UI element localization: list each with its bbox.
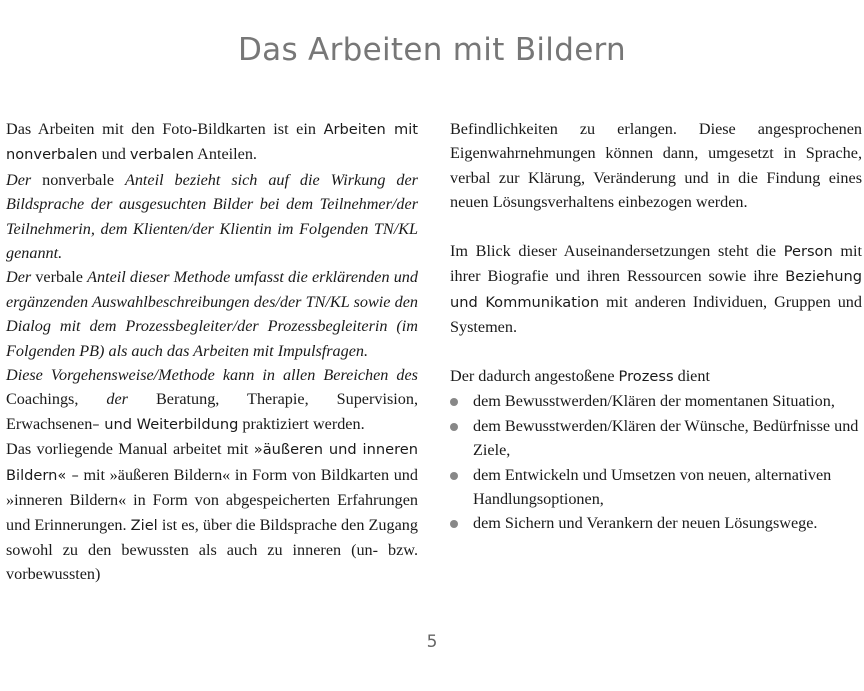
- text-run: Der: [6, 268, 32, 287]
- emphasis-term: »äußeren und inneren Bildern« –: [6, 441, 418, 484]
- bullet-icon: [450, 472, 458, 480]
- text-run: Coachings,: [6, 390, 107, 409]
- text-run: Das vorliegende Manual arbeitet mit: [6, 440, 254, 459]
- list-item: [450, 463, 862, 512]
- list-item: [450, 511, 862, 535]
- text-run: mit ihrer Biografie und ihren Ressourcen sowie ihre: [450, 242, 862, 286]
- emphasis-term: Ziel: [130, 516, 158, 534]
- text-run: mit »äußeren Bildern« in Form von Bildkarten und »inneren Bildern« in Form von abgespeicherten Erfahrungen und Erinnerungen.: [6, 465, 418, 534]
- emphasis-term: Person: [783, 243, 833, 261]
- list-item-text: dem Entwickeln und Umsetzen von neuen, alternativen Handlungsoptionen,: [473, 465, 832, 509]
- text-run: Anteil bezieht sich auf die Wirkung der Bildsprache der ausgesuchten Bilder bei dem Teilnehmer/der Teilnehmerin, dem Klienten/der Klientin im Folgenden TN/KL genannt.: [6, 170, 418, 263]
- text-run: Im Blick dieser Auseinandersetzungen steht die: [450, 242, 784, 261]
- list-item-text: dem Bewusstwerden/Klären der Wünsche, Bedürfnisse und Ziele,: [473, 416, 859, 460]
- text-run: Beratung, Therapie, Supervision, Erwachsenen: [6, 390, 418, 433]
- bullet-icon: [450, 423, 458, 431]
- paragraph-verbal: [6, 265, 418, 363]
- page-title: Das Arbeiten mit Bildern: [237, 32, 627, 68]
- paragraph-process: [450, 364, 862, 389]
- left-column: [6, 117, 418, 587]
- text-run: dient: [673, 367, 710, 386]
- bullet-icon: [450, 398, 458, 406]
- text-run: verbale: [31, 268, 88, 287]
- list-item: [450, 389, 862, 413]
- text-run: Der: [6, 170, 32, 189]
- text-run: Anteil dieser Methode umfasst die erklärenden und ergänzenden Auswahlbeschreibungen des/der TN/KL sowie den Dialog mit dem Prozessbegleiter/der Prozessbegleiterin (im Folgenden PB) als auch das Arbeiten mit Impulsfragen.: [6, 268, 418, 360]
- page-number: 5: [426, 632, 438, 652]
- emphasis-term: Beziehung und Kommunikation: [450, 268, 862, 311]
- emphasis-term: Prozess: [618, 368, 674, 386]
- paragraph-person: [450, 239, 862, 340]
- list-item: [450, 414, 862, 463]
- text-run: nonverbale: [31, 170, 125, 189]
- paragraph-method: [6, 363, 418, 437]
- paragraph-spacer: [450, 215, 862, 239]
- text-run: und: [97, 145, 130, 164]
- bullet-icon: [450, 520, 458, 528]
- paragraph-continued: Befindlichkeiten zu erlangen. Diese angesprochenen Eigenwahrnehmungen können dann, umgesetzt in Sprache, verbal zur Klärung, Veränderung und in die Findung eines neuen Lösungsverhaltens einbezogen werden.: [450, 120, 862, 212]
- text-run: Das Arbeiten mit den Foto-Bildkarten ist ein: [6, 120, 324, 138]
- text-run: Der dadurch angestoßene: [450, 367, 619, 386]
- emphasis-term: verbalen: [129, 146, 195, 164]
- text-run: mit anderen Individuen, Gruppen und Systemen.: [450, 292, 862, 337]
- emphasis-term: Arbeiten mit nonverbalen: [6, 121, 418, 164]
- process-list: [450, 389, 862, 535]
- text-run: Diese Vorgehensweise/Methode kann in allen Bereichen des: [6, 366, 418, 385]
- paragraph-spacer: [450, 340, 862, 364]
- text-run: ist es, über die Bildsprache den Zugang sowohl zu den bewussten als auch zu inneren (un- bzw. vorbewussten): [6, 515, 418, 584]
- list-item-text: dem Sichern und Verankern der neuen Lösungswege.: [473, 514, 818, 533]
- right-column: [450, 117, 862, 536]
- text-run: praktiziert werden.: [238, 414, 365, 433]
- paragraph-manual: [6, 437, 418, 586]
- paragraph-intro: [6, 117, 418, 168]
- paragraph-nonverbal: [6, 168, 418, 266]
- emphasis-term: – und Weiterbildung: [92, 415, 239, 433]
- text-run: der: [106, 390, 128, 409]
- text-run: Anteilen.: [194, 145, 257, 164]
- list-item-text: dem Bewusstwerden/Klären der momentanen Situation,: [473, 392, 835, 411]
